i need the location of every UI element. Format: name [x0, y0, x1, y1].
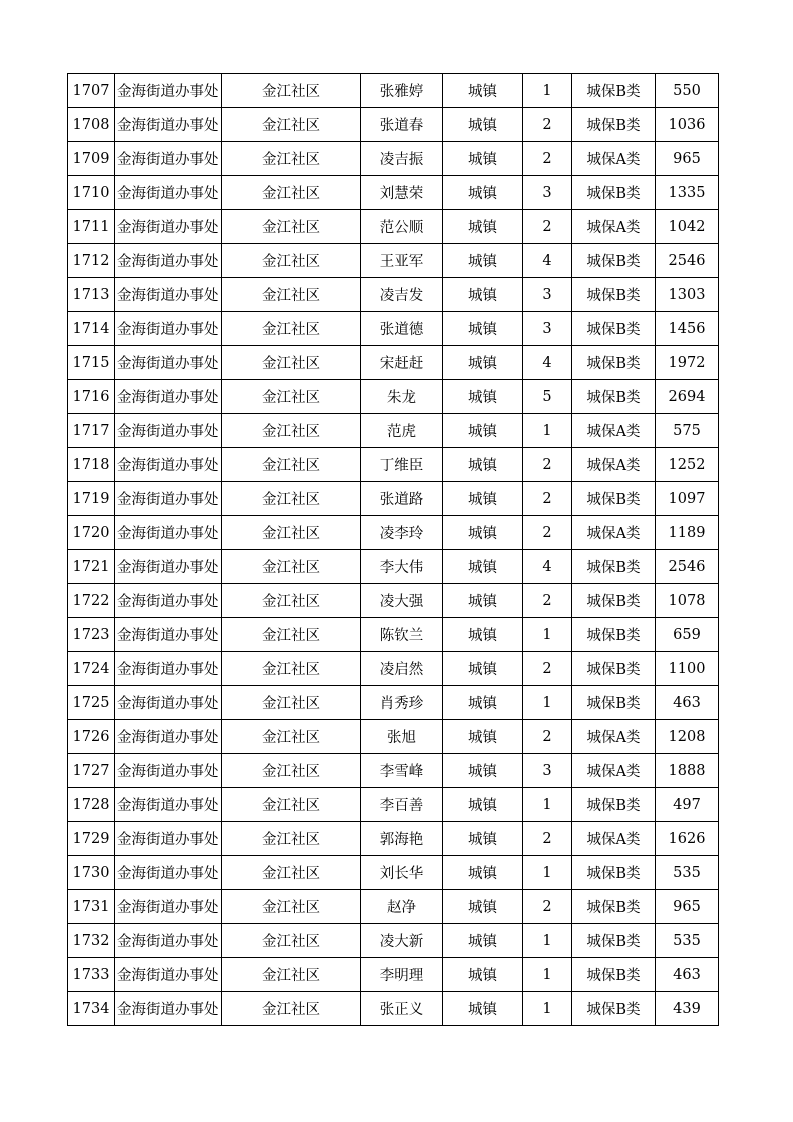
row-number-cell: 1723 [68, 618, 115, 652]
table-row [68, 822, 719, 856]
household-type-cell: 城镇 [443, 652, 523, 686]
office-cell: 金海街道办事处 [115, 482, 222, 516]
amount-cell: 1626 [656, 822, 719, 856]
household-type-cell: 城镇 [443, 618, 523, 652]
community-cell: 金江社区 [222, 278, 361, 312]
amount-cell: 1078 [656, 584, 719, 618]
amount-cell: 1888 [656, 754, 719, 788]
table-row [68, 482, 719, 516]
table-row [68, 652, 719, 686]
office-cell: 金海街道办事处 [115, 720, 222, 754]
amount-cell: 1097 [656, 482, 719, 516]
table-row [68, 754, 719, 788]
insurance-category-cell: 城保B类 [572, 346, 656, 380]
name-cell: 宋赶赶 [361, 346, 443, 380]
household-type-cell: 城镇 [443, 176, 523, 210]
person-count-cell: 1 [523, 924, 572, 958]
insurance-category-cell: 城保B类 [572, 108, 656, 142]
row-number-cell: 1733 [68, 958, 115, 992]
name-cell: 肖秀珍 [361, 686, 443, 720]
row-number-cell: 1710 [68, 176, 115, 210]
community-cell: 金江社区 [222, 958, 361, 992]
amount-cell: 1036 [656, 108, 719, 142]
community-cell: 金江社区 [222, 924, 361, 958]
insurance-category-cell: 城保A类 [572, 720, 656, 754]
amount-cell: 1252 [656, 448, 719, 482]
insurance-category-cell: 城保B类 [572, 924, 656, 958]
insurance-category-cell: 城保A类 [572, 822, 656, 856]
office-cell: 金海街道办事处 [115, 618, 222, 652]
name-cell: 赵净 [361, 890, 443, 924]
office-cell: 金海街道办事处 [115, 856, 222, 890]
row-number-cell: 1728 [68, 788, 115, 822]
person-count-cell: 2 [523, 210, 572, 244]
row-number-cell: 1708 [68, 108, 115, 142]
insurance-category-cell: 城保B类 [572, 890, 656, 924]
name-cell: 李百善 [361, 788, 443, 822]
insurance-category-cell: 城保A类 [572, 754, 656, 788]
table-row [68, 788, 719, 822]
insurance-category-cell: 城保B类 [572, 958, 656, 992]
office-cell: 金海街道办事处 [115, 754, 222, 788]
insurance-category-cell: 城保B类 [572, 176, 656, 210]
office-cell: 金海街道办事处 [115, 992, 222, 1026]
amount-cell: 497 [656, 788, 719, 822]
community-cell: 金江社区 [222, 244, 361, 278]
person-count-cell: 2 [523, 652, 572, 686]
name-cell: 凌大新 [361, 924, 443, 958]
name-cell: 张旭 [361, 720, 443, 754]
household-type-cell: 城镇 [443, 380, 523, 414]
office-cell: 金海街道办事处 [115, 890, 222, 924]
name-cell: 凌李玲 [361, 516, 443, 550]
row-number-cell: 1722 [68, 584, 115, 618]
amount-cell: 439 [656, 992, 719, 1026]
table-row [68, 380, 719, 414]
community-cell: 金江社区 [222, 448, 361, 482]
name-cell: 张正义 [361, 992, 443, 1026]
office-cell: 金海街道办事处 [115, 210, 222, 244]
insurance-category-cell: 城保B类 [572, 244, 656, 278]
row-number-cell: 1724 [68, 652, 115, 686]
person-count-cell: 5 [523, 380, 572, 414]
community-cell: 金江社区 [222, 108, 361, 142]
insurance-category-cell: 城保B类 [572, 550, 656, 584]
table-row [68, 516, 719, 550]
person-count-cell: 2 [523, 822, 572, 856]
name-cell: 张道春 [361, 108, 443, 142]
household-type-cell: 城镇 [443, 482, 523, 516]
person-count-cell: 2 [523, 142, 572, 176]
community-cell: 金江社区 [222, 890, 361, 924]
household-type-cell: 城镇 [443, 992, 523, 1026]
household-type-cell: 城镇 [443, 584, 523, 618]
community-cell: 金江社区 [222, 992, 361, 1026]
table-body [68, 74, 719, 1026]
insurance-category-cell: 城保B类 [572, 278, 656, 312]
name-cell: 刘慧荣 [361, 176, 443, 210]
office-cell: 金海街道办事处 [115, 652, 222, 686]
person-count-cell: 1 [523, 788, 572, 822]
name-cell: 刘长华 [361, 856, 443, 890]
name-cell: 朱龙 [361, 380, 443, 414]
row-number-cell: 1714 [68, 312, 115, 346]
table-row [68, 448, 719, 482]
name-cell: 丁维臣 [361, 448, 443, 482]
household-type-cell: 城镇 [443, 720, 523, 754]
office-cell: 金海街道办事处 [115, 176, 222, 210]
person-count-cell: 4 [523, 346, 572, 380]
row-number-cell: 1713 [68, 278, 115, 312]
row-number-cell: 1716 [68, 380, 115, 414]
office-cell: 金海街道办事处 [115, 958, 222, 992]
relief-roster-table [67, 73, 719, 1026]
name-cell: 范虎 [361, 414, 443, 448]
name-cell: 郭海艳 [361, 822, 443, 856]
row-number-cell: 1719 [68, 482, 115, 516]
office-cell: 金海街道办事处 [115, 312, 222, 346]
table-row [68, 686, 719, 720]
row-number-cell: 1707 [68, 74, 115, 108]
household-type-cell: 城镇 [443, 414, 523, 448]
row-number-cell: 1709 [68, 142, 115, 176]
office-cell: 金海街道办事处 [115, 516, 222, 550]
amount-cell: 965 [656, 142, 719, 176]
insurance-category-cell: 城保A类 [572, 142, 656, 176]
office-cell: 金海街道办事处 [115, 74, 222, 108]
amount-cell: 1456 [656, 312, 719, 346]
row-number-cell: 1730 [68, 856, 115, 890]
amount-cell: 535 [656, 924, 719, 958]
community-cell: 金江社区 [222, 652, 361, 686]
community-cell: 金江社区 [222, 516, 361, 550]
household-type-cell: 城镇 [443, 924, 523, 958]
amount-cell: 1189 [656, 516, 719, 550]
household-type-cell: 城镇 [443, 210, 523, 244]
household-type-cell: 城镇 [443, 958, 523, 992]
row-number-cell: 1717 [68, 414, 115, 448]
person-count-cell: 1 [523, 992, 572, 1026]
name-cell: 陈钦兰 [361, 618, 443, 652]
office-cell: 金海街道办事处 [115, 380, 222, 414]
amount-cell: 575 [656, 414, 719, 448]
name-cell: 凌吉振 [361, 142, 443, 176]
insurance-category-cell: 城保B类 [572, 992, 656, 1026]
row-number-cell: 1725 [68, 686, 115, 720]
office-cell: 金海街道办事处 [115, 924, 222, 958]
table-row [68, 244, 719, 278]
name-cell: 凌大强 [361, 584, 443, 618]
community-cell: 金江社区 [222, 550, 361, 584]
person-count-cell: 2 [523, 482, 572, 516]
amount-cell: 535 [656, 856, 719, 890]
person-count-cell: 1 [523, 414, 572, 448]
community-cell: 金江社区 [222, 176, 361, 210]
insurance-category-cell: 城保B类 [572, 788, 656, 822]
table-row [68, 958, 719, 992]
household-type-cell: 城镇 [443, 346, 523, 380]
person-count-cell: 4 [523, 550, 572, 584]
person-count-cell: 1 [523, 856, 572, 890]
community-cell: 金江社区 [222, 414, 361, 448]
community-cell: 金江社区 [222, 788, 361, 822]
person-count-cell: 4 [523, 244, 572, 278]
name-cell: 张道路 [361, 482, 443, 516]
community-cell: 金江社区 [222, 584, 361, 618]
amount-cell: 2546 [656, 244, 719, 278]
person-count-cell: 2 [523, 108, 572, 142]
table-row [68, 924, 719, 958]
person-count-cell: 1 [523, 618, 572, 652]
table-row [68, 210, 719, 244]
table-row [68, 74, 719, 108]
office-cell: 金海街道办事处 [115, 346, 222, 380]
person-count-cell: 2 [523, 890, 572, 924]
name-cell: 范公顺 [361, 210, 443, 244]
community-cell: 金江社区 [222, 856, 361, 890]
amount-cell: 1208 [656, 720, 719, 754]
insurance-category-cell: 城保B类 [572, 652, 656, 686]
amount-cell: 2694 [656, 380, 719, 414]
name-cell: 王亚军 [361, 244, 443, 278]
name-cell: 张道德 [361, 312, 443, 346]
table-row [68, 890, 719, 924]
community-cell: 金江社区 [222, 312, 361, 346]
household-type-cell: 城镇 [443, 550, 523, 584]
household-type-cell: 城镇 [443, 788, 523, 822]
row-number-cell: 1715 [68, 346, 115, 380]
table-row [68, 856, 719, 890]
insurance-category-cell: 城保A类 [572, 516, 656, 550]
office-cell: 金海街道办事处 [115, 414, 222, 448]
community-cell: 金江社区 [222, 210, 361, 244]
household-type-cell: 城镇 [443, 448, 523, 482]
row-number-cell: 1734 [68, 992, 115, 1026]
insurance-category-cell: 城保B类 [572, 74, 656, 108]
person-count-cell: 2 [523, 584, 572, 618]
insurance-category-cell: 城保B类 [572, 380, 656, 414]
community-cell: 金江社区 [222, 618, 361, 652]
insurance-category-cell: 城保B类 [572, 312, 656, 346]
insurance-category-cell: 城保B类 [572, 584, 656, 618]
row-number-cell: 1731 [68, 890, 115, 924]
person-count-cell: 3 [523, 278, 572, 312]
insurance-category-cell: 城保A类 [572, 210, 656, 244]
amount-cell: 1042 [656, 210, 719, 244]
person-count-cell: 3 [523, 754, 572, 788]
amount-cell: 463 [656, 686, 719, 720]
table-row [68, 312, 719, 346]
community-cell: 金江社区 [222, 346, 361, 380]
person-count-cell: 1 [523, 74, 572, 108]
household-type-cell: 城镇 [443, 890, 523, 924]
community-cell: 金江社区 [222, 720, 361, 754]
office-cell: 金海街道办事处 [115, 550, 222, 584]
table-row [68, 346, 719, 380]
row-number-cell: 1732 [68, 924, 115, 958]
insurance-category-cell: 城保B类 [572, 856, 656, 890]
office-cell: 金海街道办事处 [115, 108, 222, 142]
person-count-cell: 1 [523, 686, 572, 720]
person-count-cell: 2 [523, 516, 572, 550]
row-number-cell: 1720 [68, 516, 115, 550]
office-cell: 金海街道办事处 [115, 686, 222, 720]
row-number-cell: 1721 [68, 550, 115, 584]
table-row [68, 550, 719, 584]
amount-cell: 659 [656, 618, 719, 652]
table-row [68, 618, 719, 652]
name-cell: 凌吉发 [361, 278, 443, 312]
insurance-category-cell: 城保A类 [572, 414, 656, 448]
person-count-cell: 2 [523, 448, 572, 482]
household-type-cell: 城镇 [443, 686, 523, 720]
household-type-cell: 城镇 [443, 142, 523, 176]
office-cell: 金海街道办事处 [115, 788, 222, 822]
table-row [68, 142, 719, 176]
household-type-cell: 城镇 [443, 822, 523, 856]
office-cell: 金海街道办事处 [115, 278, 222, 312]
row-number-cell: 1726 [68, 720, 115, 754]
household-type-cell: 城镇 [443, 74, 523, 108]
table-row [68, 720, 719, 754]
insurance-category-cell: 城保A类 [572, 448, 656, 482]
community-cell: 金江社区 [222, 74, 361, 108]
office-cell: 金海街道办事处 [115, 448, 222, 482]
insurance-category-cell: 城保B类 [572, 618, 656, 652]
row-number-cell: 1718 [68, 448, 115, 482]
community-cell: 金江社区 [222, 822, 361, 856]
name-cell: 李雪峰 [361, 754, 443, 788]
table-row [68, 176, 719, 210]
household-type-cell: 城镇 [443, 312, 523, 346]
name-cell: 凌启然 [361, 652, 443, 686]
insurance-category-cell: 城保B类 [572, 482, 656, 516]
office-cell: 金海街道办事处 [115, 244, 222, 278]
row-number-cell: 1729 [68, 822, 115, 856]
amount-cell: 2546 [656, 550, 719, 584]
amount-cell: 463 [656, 958, 719, 992]
amount-cell: 550 [656, 74, 719, 108]
name-cell: 李大伟 [361, 550, 443, 584]
office-cell: 金海街道办事处 [115, 142, 222, 176]
amount-cell: 1972 [656, 346, 719, 380]
community-cell: 金江社区 [222, 754, 361, 788]
community-cell: 金江社区 [222, 380, 361, 414]
household-type-cell: 城镇 [443, 244, 523, 278]
person-count-cell: 3 [523, 312, 572, 346]
insurance-category-cell: 城保B类 [572, 686, 656, 720]
table-row [68, 584, 719, 618]
table-row [68, 414, 719, 448]
household-type-cell: 城镇 [443, 516, 523, 550]
person-count-cell: 1 [523, 958, 572, 992]
household-type-cell: 城镇 [443, 108, 523, 142]
community-cell: 金江社区 [222, 686, 361, 720]
amount-cell: 965 [656, 890, 719, 924]
office-cell: 金海街道办事处 [115, 584, 222, 618]
table-row [68, 992, 719, 1026]
table-row [68, 278, 719, 312]
row-number-cell: 1711 [68, 210, 115, 244]
office-cell: 金海街道办事处 [115, 822, 222, 856]
amount-cell: 1335 [656, 176, 719, 210]
community-cell: 金江社区 [222, 142, 361, 176]
household-type-cell: 城镇 [443, 856, 523, 890]
table-row [68, 108, 719, 142]
amount-cell: 1100 [656, 652, 719, 686]
amount-cell: 1303 [656, 278, 719, 312]
household-type-cell: 城镇 [443, 754, 523, 788]
household-type-cell: 城镇 [443, 278, 523, 312]
community-cell: 金江社区 [222, 482, 361, 516]
person-count-cell: 3 [523, 176, 572, 210]
person-count-cell: 2 [523, 720, 572, 754]
row-number-cell: 1712 [68, 244, 115, 278]
name-cell: 张雅婷 [361, 74, 443, 108]
name-cell: 李明理 [361, 958, 443, 992]
row-number-cell: 1727 [68, 754, 115, 788]
